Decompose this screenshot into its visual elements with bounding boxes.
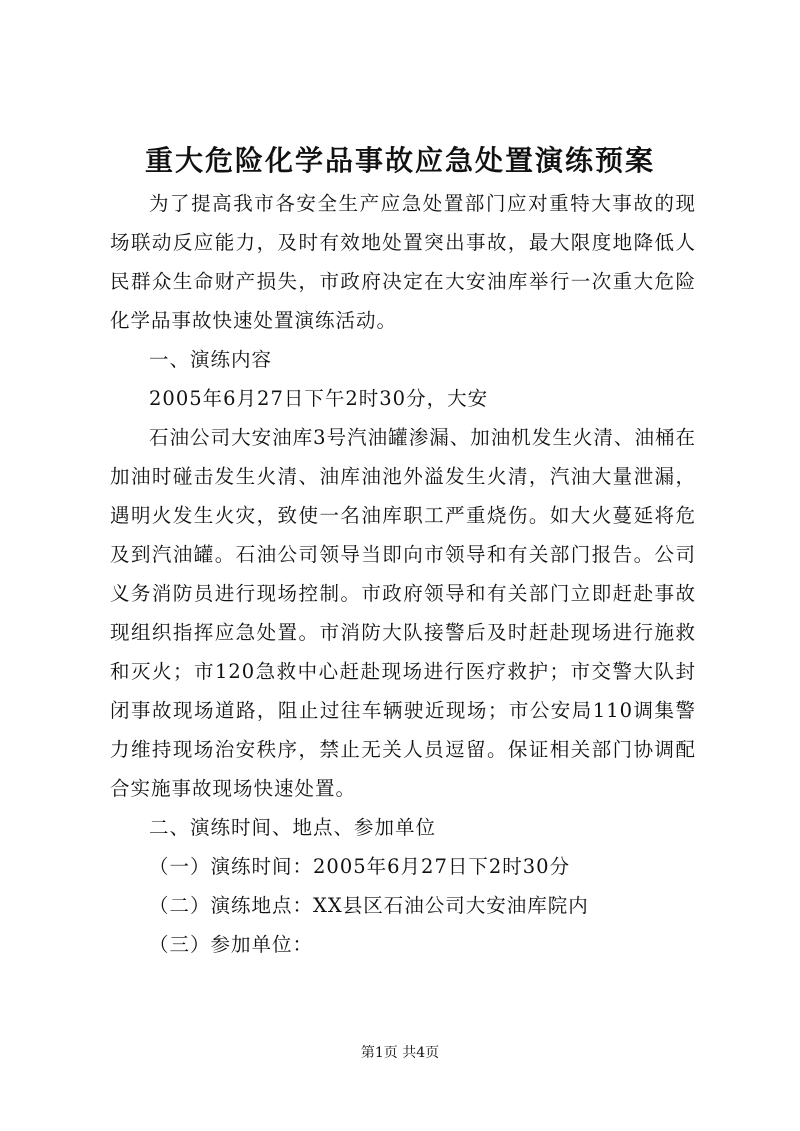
section-heading-drill-content: 一、演练内容 — [149, 348, 273, 371]
document-body — [110, 184, 696, 964]
intro-paragraph: 为了提高我市各安全生产应急处置部门应对重特大事故的现场联动反应能力，及时有效地处置突出事故，最大限度地降低人民群众生命财产损失，市政府决定在大安油库举行一次重大危险化学品事故快速处置演练活动。 — [110, 192, 696, 332]
participating-units-item: （三）参加单位： — [149, 933, 314, 956]
drill-location-item: （二）演练地点：XX县区石油公司大安油库院内 — [149, 894, 589, 917]
drill-scenario-paragraph: 石油公司大安油库3号汽油罐渗漏、加油机发生火清、油桶在加油时碰击发生火清、油库油池外溢发生火清，汽油大量泄漏，遇明火发生火灾，致使一名油库职工严重烧伤。如大火蔓延将危及到汽油罐。石油公司领导当即向市领导和有关部门报告。公司义务消防员进行现场控制。市政府领导和有关部门立即赶赴事故现组织指挥应急处置。市消防大队接警后及时赶赴现场进行施救和灭火；市120急救中心赶赴现场进行医疗救护；市交警大队封闭事故现场道路，阻止过往车辆驶近现场；市公安局110调集警力维持现场治安秩序，禁止无关人员逗留。保证相关部门协调配合实施事故现场快速处置。 — [110, 426, 696, 800]
drill-datetime-line: 2005年6月27日下午2时30分，大安 — [149, 387, 489, 410]
drill-time-item: （一）演练时间：2005年6月27日下2时30分 — [149, 855, 571, 878]
section-heading-time-place-units: 二、演练时间、地点、参加单位 — [149, 816, 437, 839]
document-title: 重大危险化学品事故应急处置演练预案 — [144, 144, 655, 177]
page-footer: 第1页 共4页 — [360, 1045, 440, 1061]
